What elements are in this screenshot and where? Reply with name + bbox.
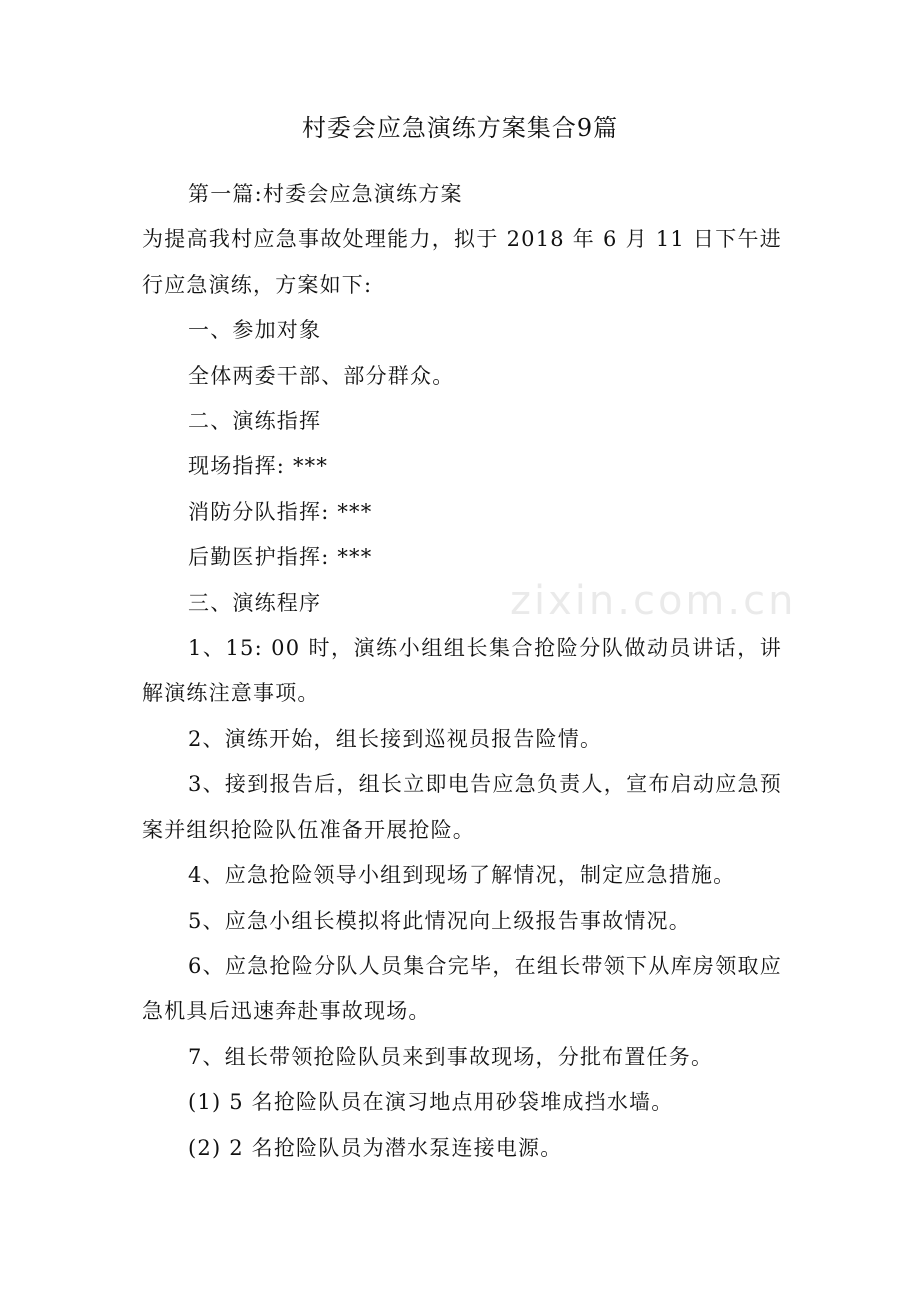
watermark: zixin.com.cn [510,578,797,624]
list-item: 2、演练开始，组长接到巡视员报告险情。 [188,726,603,751]
list-item: (2) 2 名抢险队员为潜水泵连接电源。 [188,1135,563,1160]
list-item: 7、组长带领抢险队员来到事故现场，分批布置任务。 [188,1044,714,1069]
paragraph: 消防分队指挥: *** [188,499,373,524]
paragraph: 后勤医护指挥: *** [188,545,373,570]
section-heading: 一、参加对象 [188,318,322,343]
document-body [142,172,782,1171]
paragraph: 为提高我村应急事故处理能力，拟于 2018 年 6 月 11 日下午进行应急演练，方案如下: [142,227,782,297]
paragraph: 第一篇:村委会应急演练方案 [188,182,463,206]
list-item: 5、应急小组长模拟将此情况向上级报告事故情况。 [188,908,691,933]
list-item: 1、15: 00 时，演练小组组长集合抢险分队做动员讲话，讲解演练注意事项。 [142,636,782,706]
document-title: 村委会应急演练方案集合9篇 [301,114,619,142]
list-item: 4、应急抢险领导小组到现场了解情况，制定应急措施。 [188,863,736,888]
section-heading: 三、演练程序 [188,590,322,615]
paragraph: 全体两委干部、部分群众。 [188,363,455,388]
list-item: 6、应急抢险分队人员集合完毕，在组长带领下从库房领取应急机具后迅速奔赴事故现场。 [142,953,782,1024]
list-item: 3、接到报告后，组长立即电告应急负责人，宣布启动应急预案并组织抢险队伍准备开展抢险。 [142,772,782,842]
list-item: (1) 5 名抢险队员在演习地点用砂袋堆成挡水墙。 [188,1090,674,1115]
paragraph: 现场指挥: *** [188,454,329,479]
section-heading: 二、演练指挥 [188,409,322,434]
